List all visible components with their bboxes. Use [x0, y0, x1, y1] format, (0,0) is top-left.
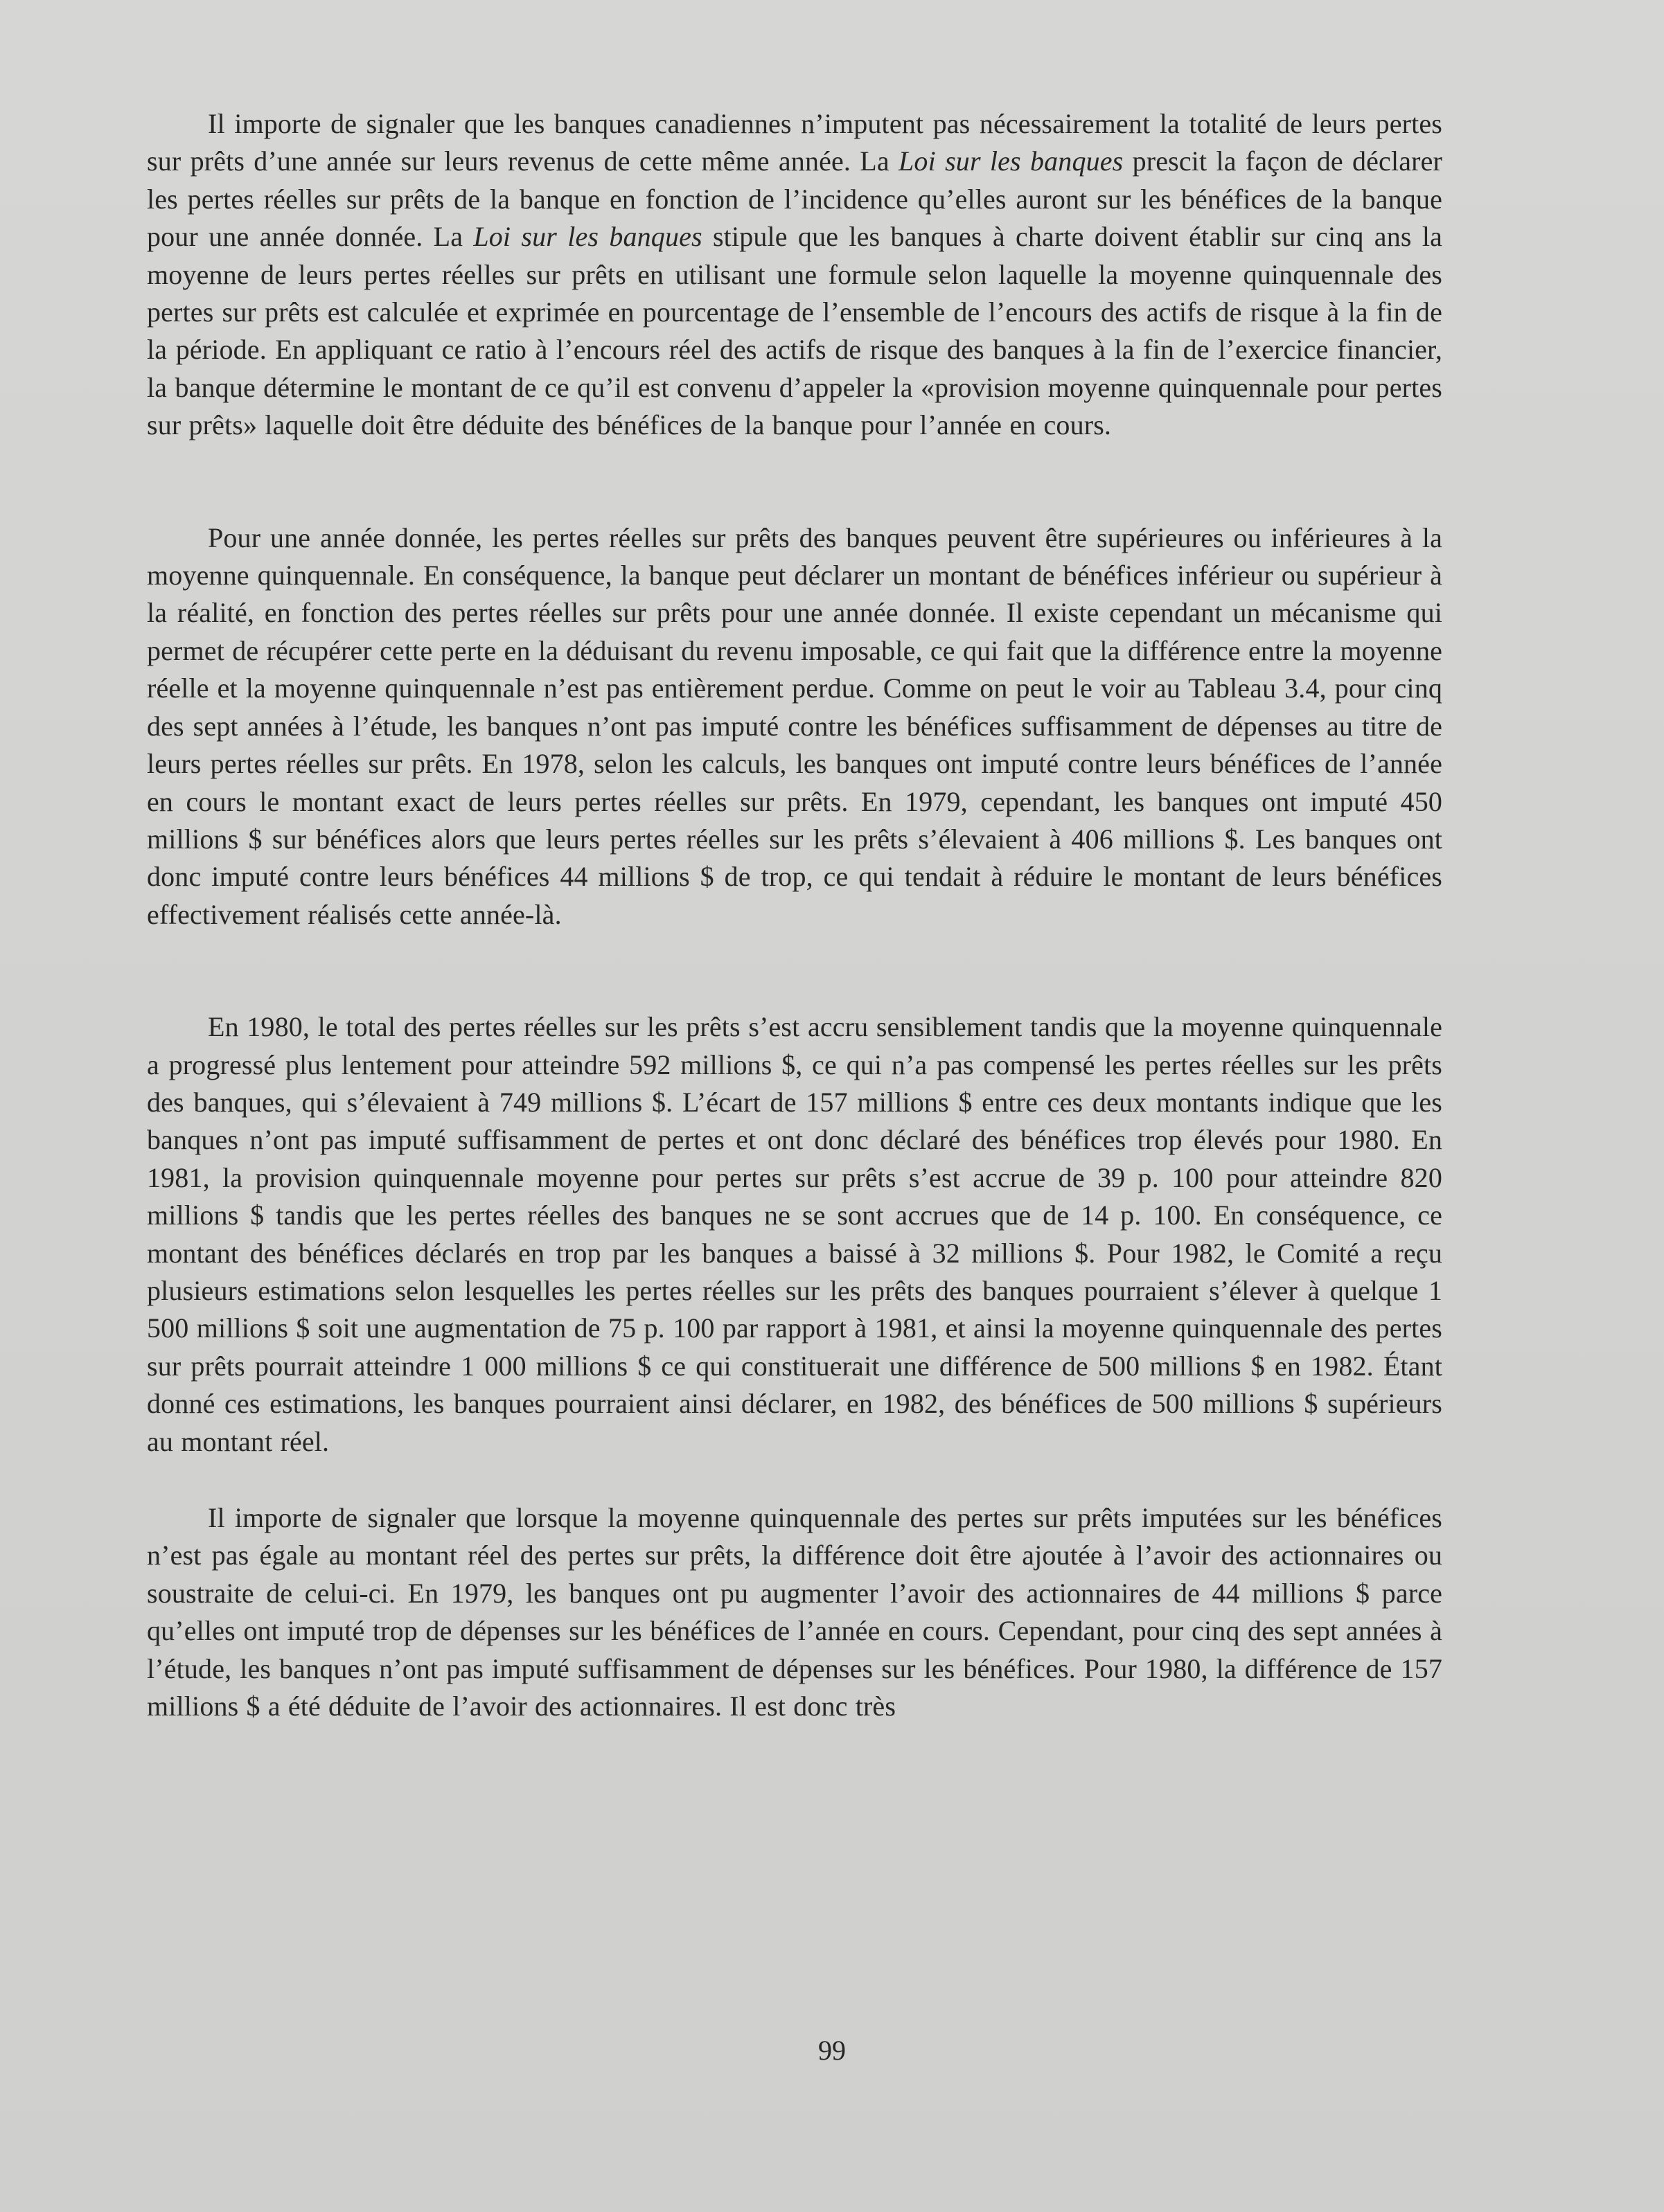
paragraph-actual-vs-average-losses: Pour une année donnée, les pertes réelles sur prêts des banques peuvent être supérieures ou inférieures à la moyenne quinquennale. En conséquence, la banque peut déclarer un montant de bénéfices inférieur ou supérieur à la réalité, en fonction des pertes réelles sur prêts pour une année donnée. Il existe cependant un mécanisme qui permet de récupérer cette perte en la déduisant du revenu imposable, ce qui fait que la différence entre la moyenne réelle et la moyenne quinquennale n’est pas entièrement perdue. Comme on peut le voir au Tableau 3.4, pour cinq des sept années à l’étude, les banques n’ont pas imputé contre les bénéfices suffisamment de dépenses au titre de leurs pertes réelles sur prêts. En 1978, selon les calculs, les banques ont imputé contre leurs bénéfices de l’année en cours le montant exact de leurs pertes réelles sur prêts. En 1979, cependant, les banques ont imputé 450 millions $ sur bénéfices alors que leurs pertes réelles sur les prêts s’élevaient à 406 millions $. Les banques ont donc imputé contre leurs bénéfices 44 millions $ de trop, ce qui tendait à réduire le montant de leurs bénéfices effectivement réalisés cette année-là.: [147, 521, 1442, 930]
italic-law-title: Loi sur les banques: [899, 145, 1124, 177]
paragraph-shareholder-equity: Il importe de signaler que lorsque la moyenne quinquennale des pertes sur prêts imputées sur les bénéfices n’est pas égale au montant réel des pertes sur prêts, la différence doit être ajoutée à l’avoir des actionnaires ou soustraite de celui-ci. En 1979, les banques ont pu augmenter l’avoir des actionnaires de 44 millions $ parce qu’elles ont imputé trop de dépenses sur les bénéfices de l’année en cours. Cependant, pour cinq des sept années à l’étude, les banques n’ont pas imputé suffisamment de dépenses sur les bénéfices. Pour 1980, la différence de 157 millions $ a été déduite de l’avoir des actionnaires. Il est donc très: [147, 1502, 1442, 1722]
paragraph-loan-loss-provision: [147, 105, 1442, 445]
paragraph-text-segment: prescit la façon de déclarer les pertes réelles sur prêts de la banque en fonction de l’incidence qu’elles auront sur les bénéfices de la banque pour une année donnée. La: [147, 145, 1442, 253]
italic-law-title: Loi sur les banques: [473, 221, 702, 253]
paragraph-text-segment: Il importe de signaler que les banques canadiennes n’imputent pas nécessairement la totalité de leurs pertes sur prêts d’une année sur leurs revenus de cette même année. La: [147, 108, 1442, 177]
paragraph-1980-1982-losses: En 1980, le total des pertes réelles sur les prêts s’est accru sensiblement tandis que la moyenne quinquennale a progressé plus lentement pour atteindre 592 millions $, ce qui n’a pas compensé les pertes réelles sur les prêts des banques, qui s’élevaient à 749 millions $. L’écart de 157 millions $ entre ces deux montants indique que les banques n’ont pas imputé suffisamment de pertes et ont donc déclaré des bénéfices trop élevés pour 1980. En 1981, la provision quinquennale moyenne pour pertes sur prêts s’est accrue de 39 p. 100 pour atteindre 820 millions $ tandis que les pertes réelles des banques ne se sont accrues que de 14 p. 100. En conséquence, ce montant des bénéfices déclarés en trop par les banques a baissé à 32 millions $. Pour 1982, le Comité a reçu plusieurs estimations selon lesquelles les pertes réelles sur les prêts des banques pourraient s’élever à quelque 1 500 millions $ soit une augmentation de 75 p. 100 par rapport à 1981, et ainsi la moyenne quinquennale des pertes sur prêts pourrait atteindre 1 000 millions $ ce qui constituerait une différence de 500 millions $ en 1982. Étant donné ces estimations, les banques pourraient ainsi déclarer, en 1982, des bénéfices de 500 millions $ supérieurs au montant réel.: [147, 1011, 1442, 1457]
page-number: 99: [818, 2035, 846, 2066]
page-body: [147, 105, 1442, 1725]
paragraph-text-segment: stipule que les banques à charte doivent établir sur cinq ans la moyenne de leurs pertes réelles sur prêts en utilisant une formule selon laquelle la moyenne quinquennale des pertes sur prêts est calculée et exprimée en pourcentage de l’ensemble de l’encours des actifs de risque à la fin de la période. En appliquant ce ratio à l’encours réel des actifs de risque des banques à la fin de l’exercice financier, la banque détermine le montant de ce qu’il est convenu d’appeler la «provision moyenne quinquennale pour pertes sur prêts» laquelle doit être déduite des bénéfices de la banque pour l’année en cours.: [147, 221, 1442, 441]
